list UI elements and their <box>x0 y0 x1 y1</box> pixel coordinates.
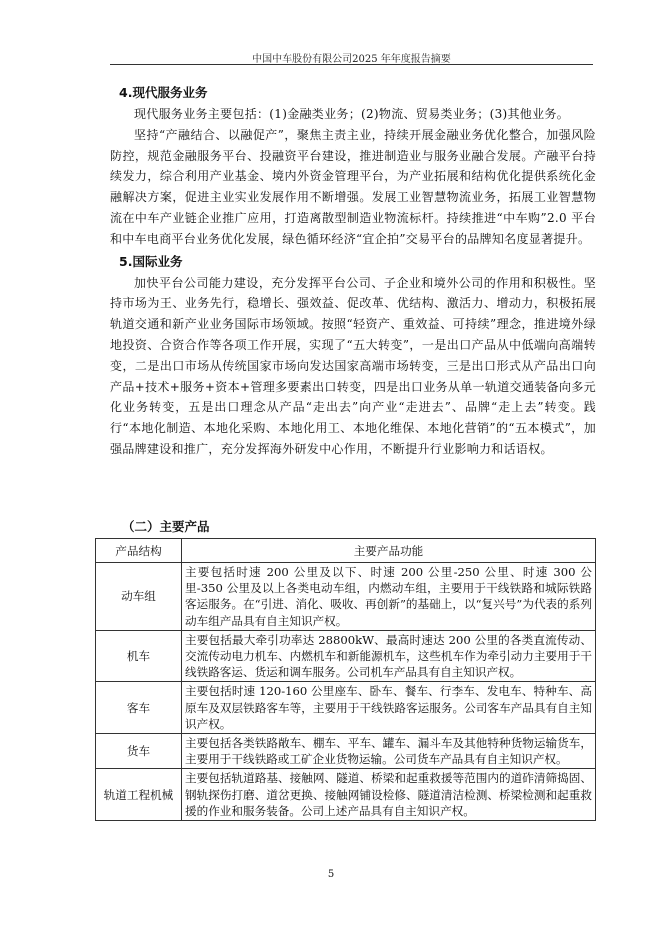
column-header: 主要产品功能 <box>182 539 596 563</box>
page-header: 中国中车股份有限公司2025 年年度报告摘要 <box>252 54 451 65</box>
paragraph: 加快平台公司能力建设，充分发挥平台公司、子企业和境外公司的作用和积极性。坚持市场为王、业务先行，稳增长、强效益、促改革、优结构、激活力、增动力，积极拓展轨道交通和新产业业务国际市场领域。按照“轻资产、重效益、可持续”理念，推进境外绿地投资、合资合作等各项工作开展，实现了“五大转变”，一是出口产品从中低端向高端转变，二是出口市场从传统国家市场向发达国家高端市场转变，三是出口形式从产品出口向产品+技术+服务+资本+管理多要素出口转变，四是出口业务从单一轨道交通装备向多元化业务转变，五是出口理念从产品“走出去”向产业“走进去”、品牌“走上去”转变。践行“本地化制造、本地化采购、本地化用工、本地化维保、本地化营销”的“五本模式”，加强品牌建设和推广，充分发挥海外研发中心作用，不断提升行业影响力和话语权。 <box>110 275 596 456</box>
table-row <box>96 563 596 631</box>
product-description: 主要包括时速 200 公里及以下、时速 200 公里-250 公里、时速 300 公里-350 公里及以上各类电动车组，内燃动车组，主要用于干线铁路和城际铁路客运服务。在“引进、消化、吸收、再创新”的基础上，以“复兴号”为代表的系列动车组产品具有自主知识产权。 <box>182 563 596 631</box>
product-description: 主要包括轨道路基、接触网、隧道、桥梁和起重救援等范围内的道砟清筛捣固、钢轨探伤打磨、道岔更换、接触网铺设检修、隧道清洁检测、桥梁检测和起重救援的作业和服务装备。公司上述产品具有自主知识产权。 <box>182 769 596 821</box>
paragraph: 现代服务业务主要包括：(1)金融类业务；(2)物流、贸易类业务；(3)其他业务。 <box>134 107 569 121</box>
table-row <box>96 682 596 734</box>
product-description: 主要包括时速 120-160 公里座车、卧车、餐车、行李车、发电车、特种车、高原车及双层铁路客车等，主要用于干线铁路客运服务。公司客车产品具有自主知识产权。 <box>182 682 596 734</box>
column-header: 产品结构 <box>96 539 182 563</box>
product-description: 主要包括最大牵引功率达 28800kW、最高时速达 200 公里的各类直流传动、交流传动电力机车、内燃机车和新能源机车，这些机车作为牵引动力主要用于干线铁路客运、货运和调车服务。公司机车产品具有自主知识产权。 <box>182 630 596 682</box>
section-heading-international: 5.国际业务 <box>119 253 183 269</box>
table-header-row <box>96 539 596 563</box>
products-section-heading: （二）主要产品 <box>122 519 210 534</box>
page-number: 5 <box>327 869 335 880</box>
product-name: 轨道工程机械 <box>96 769 182 821</box>
table-row <box>96 734 596 769</box>
products-table <box>95 538 596 821</box>
paragraph: 坚持“产融结合、以融促产”，聚焦主责主业，持续开展金融业务优化整合，加强风险防控，规范金融服务平台、投融资平台建设，推进制造业与服务业融合发展。产融平台持续发力，综合利用产业基金、境内外资金管理平台，为产业拓展和结构优化提供系统化金融解决方案，促进主业实业发展作用不断增强。发展工业智慧物流业务，拓展工业智慧物流在中车产业链企业推广应用，打造离散型制造业物流标杆。持续推进“中车购”2.0 平台和中车电商平台业务优化发展，绿色循环经济“宜企拍”交易平台的品牌知名度显著提升。 <box>110 127 596 246</box>
table-row <box>96 769 596 821</box>
table-row <box>96 630 596 682</box>
product-name: 机车 <box>96 630 182 682</box>
product-name: 动车组 <box>96 563 182 631</box>
product-name: 货车 <box>96 734 182 769</box>
product-name: 客车 <box>96 682 182 734</box>
section-heading-modern-services: 4.现代服务业务 <box>119 85 208 100</box>
product-description: 主要包括各类铁路敞车、棚车、平车、罐车、漏斗车及其他特种货物运输货车，主要用于干线铁路或工矿企业货物运输。公司货车产品具有自主知识产权。 <box>182 734 596 769</box>
header-divider <box>110 64 593 65</box>
body-content <box>110 81 596 460</box>
